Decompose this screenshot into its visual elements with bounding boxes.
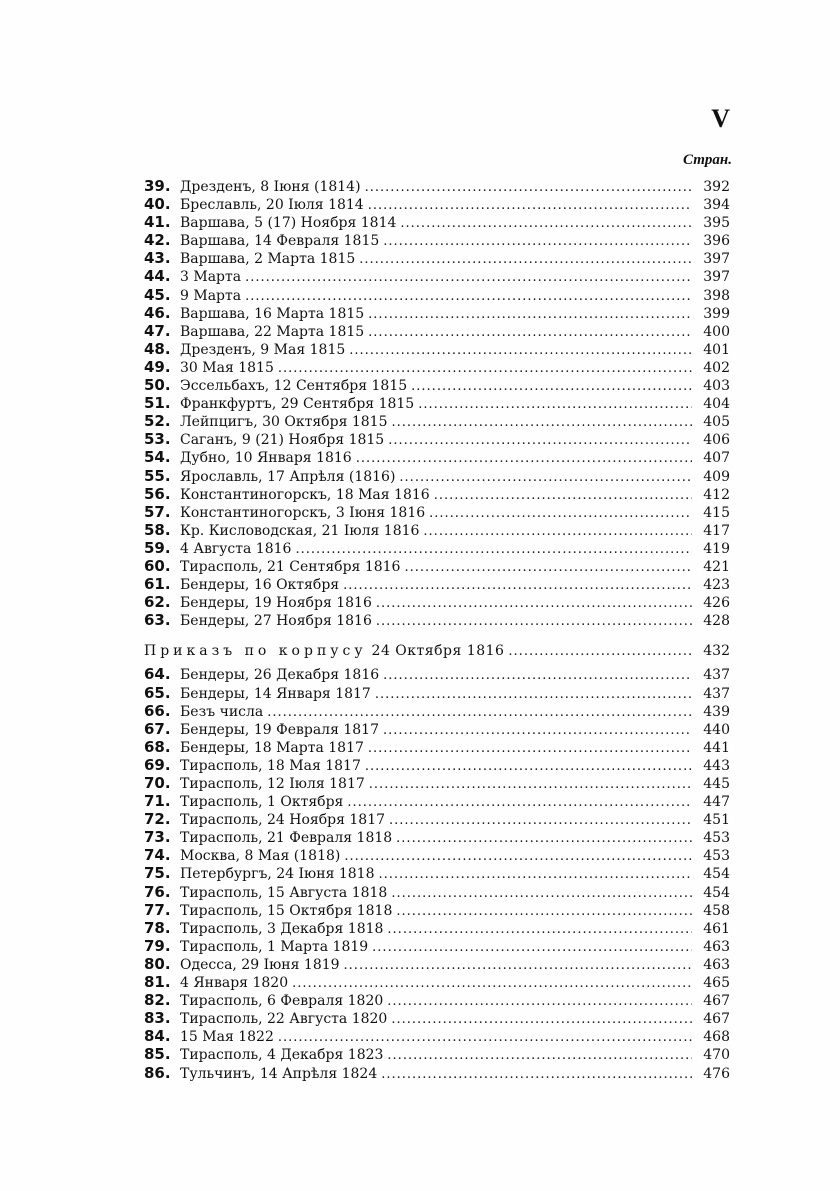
entry-number: 66. [144,701,171,720]
entry-number: 65. [144,683,171,702]
dot-leader [391,1012,692,1027]
dot-leader [387,922,692,937]
toc-entry [144,756,730,774]
entry-number: 70. [144,774,171,792]
entry-title: Тирасполь, 18 Мая 1817 [180,757,361,774]
toc-entry [144,684,730,702]
dot-leader [372,940,692,955]
dot-leader [344,958,692,973]
dot-leader [292,976,692,991]
entry-title: Тирасполь, 3 Декабря 1818 [180,920,384,937]
dot-leader [295,542,692,557]
toc-entry [144,376,730,394]
entry-number: 51. [144,394,171,413]
entry-title: Варшава, 2 Марта 1815 [180,251,356,268]
toc-entry [144,774,730,792]
entry-title: Варшава, 16 Марта 1815 [180,305,365,322]
entry-page-number: 406 [703,432,730,449]
entry-page-number: 467 [703,1011,730,1028]
toc-order-row [144,643,730,661]
entry-number: 81. [144,973,171,992]
toc-entry [144,467,730,485]
entry-title: Тирасполь, 15 Октября 1818 [180,902,393,919]
entry-page-number: 463 [703,938,730,955]
toc-entry [144,611,730,629]
dot-leader [391,886,692,901]
entry-title: Петербургъ, 24 Іюня 1818 [180,866,375,883]
dot-leader [387,1048,692,1063]
entry-page-number: 405 [703,414,730,431]
entry-title: Тирасполь, 12 Іюля 1817 [180,776,365,792]
toc-entry [144,828,730,846]
entry-title: Константиногорскъ, 18 Мая 1816 [180,486,430,503]
toc-entry [144,955,730,973]
toc-entry [144,665,730,683]
dot-leader [399,470,692,485]
dot-leader [359,252,692,267]
toc-entry [144,720,730,738]
dot-leader [368,741,692,756]
entry-title: Тирасполь, 6 Февраля 1820 [180,993,384,1010]
entry-title: Дрезденъ, 8 Іюня (1814) [180,179,361,195]
entry-number: 62. [144,593,171,612]
order-page-number: 432 [703,643,730,660]
dot-leader [383,723,692,738]
entry-number: 64. [144,665,171,684]
toc-entry [144,901,730,919]
dot-leader [383,668,692,683]
toc-entry [144,267,730,285]
dot-leader [375,687,692,702]
dot-leader [343,578,692,593]
toc-entry [144,864,730,882]
dot-leader [508,644,692,659]
entry-title: Ярославль, 17 Апрѣля (1816) [180,468,396,485]
entry-page-number: 397 [703,251,730,268]
entry-title: Бендеры, 26 Декабря 1816 [180,667,380,684]
order-title-rest: 24 Октября 1816 [366,643,505,660]
toc-entry [144,738,730,756]
entry-page-number: 415 [703,504,730,521]
toc-entry [144,412,730,430]
entry-page-number: 419 [703,540,730,557]
entry-page-number: 470 [703,1047,730,1064]
entry-title: 15 Мая 1822 [180,1029,274,1046]
toc-entry [144,1009,730,1027]
entry-number: 54. [144,448,171,467]
entry-page-number: 397 [703,269,730,286]
entry-page-number: 445 [703,776,730,792]
dot-leader [381,1067,692,1082]
entry-page-number: 421 [703,558,730,575]
entry-title: Константиногорскъ, 3 Іюня 1816 [180,504,426,521]
entry-number: 76. [144,882,171,901]
entry-number: 77. [144,900,171,919]
entry-number: 49. [144,357,171,376]
entry-title: Тирасполь, 21 Сентября 1816 [180,558,401,575]
entry-number: 71. [144,792,171,811]
entry-title: Бендеры, 19 Февраля 1817 [180,721,379,738]
entry-page-number: 409 [703,468,730,485]
page-number-folio: V [711,104,730,133]
toc-entry [144,358,730,376]
entry-title: 4 Августа 1816 [180,540,292,557]
entry-page-number: 465 [703,975,730,992]
toc-entry [144,286,730,304]
toc-entry [144,593,730,611]
entry-number: 78. [144,918,171,937]
entry-number: 42. [144,231,171,250]
entry-title: Эссельбахъ, 12 Сентября 1815 [180,378,408,395]
dot-leader [245,289,692,304]
dot-leader [376,596,692,611]
toc-entry [144,810,730,828]
toc-entry [144,340,730,358]
entry-page-number: 401 [703,341,730,358]
entry-number: 56. [144,484,171,503]
toc-entry [144,322,730,340]
entry-title: Варшава, 14 Февраля 1815 [180,233,380,250]
entry-title: Дубно, 10 Января 1816 [180,450,352,467]
entry-title: Варшава, 22 Марта 1815 [180,323,365,340]
entry-title: Саганъ, 9 (21) Ноября 1815 [180,432,385,449]
entry-page-number: 426 [703,595,730,612]
entry-title: 3 Марта [180,269,242,286]
entry-title: Тирасполь, 15 Августа 1818 [180,884,388,901]
toc-entry [144,485,730,503]
entry-number: 43. [144,249,171,268]
entry-title: Бендеры, 19 Ноября 1816 [180,595,372,612]
toc-entry [144,430,730,448]
entry-title: Тирасполь, 1 Марта 1819 [180,938,369,955]
toc-entry [144,575,730,593]
entry-title: Бендеры, 14 Января 1817 [180,685,371,702]
toc-entry [144,213,730,231]
toc-entry [144,539,730,557]
entry-title: 4 Января 1820 [180,975,289,992]
toc-entry [144,231,730,249]
entry-number: 85. [144,1045,171,1064]
toc-entry [144,304,730,322]
dot-leader [278,1030,692,1045]
toc-entry [144,1045,730,1063]
dot-leader [368,307,692,322]
entry-page-number: 417 [703,522,730,539]
dot-leader [267,705,692,720]
toc-entry [144,846,730,864]
entry-title: Тирасполь, 4 Декабря 1823 [180,1047,384,1064]
entry-title: Тульчинъ, 14 Апрѣля 1824 [180,1065,378,1082]
entry-page-number: 453 [703,848,730,865]
entry-number: 53. [144,430,171,449]
dot-leader [368,198,692,213]
dot-leader [383,234,692,249]
dot-leader [368,325,692,340]
entry-number: 50. [144,376,171,395]
entry-title: Дрезденъ, 9 Мая 1815 [180,341,346,358]
entry-title: Лейпцигъ, 30 Октября 1815 [180,414,388,431]
dot-leader [411,379,692,394]
entry-title: Безъ числа [180,703,264,720]
entry-number: 60. [144,556,171,575]
entry-title: Бендеры, 27 Ноября 1816 [180,613,372,630]
entry-page-number: 394 [703,197,730,214]
entry-number: 72. [144,810,171,829]
toc-entry [144,557,730,575]
entry-page-number: 476 [703,1065,730,1082]
entry-number: 74. [144,846,171,865]
dot-leader [400,216,692,231]
toc-group-letters-b [144,665,730,1081]
dot-leader [396,831,692,846]
entry-title: Франкфуртъ, 29 Сентября 1815 [180,396,415,413]
entry-number: 75. [144,864,171,883]
entry-page-number: 400 [703,323,730,340]
entry-title: Варшава, 5 (17) Ноября 1814 [180,215,397,232]
entry-number: 48. [144,339,171,358]
toc-group-letters-a [144,177,730,629]
page-column-header: Стран. [683,152,732,168]
entry-number: 52. [144,412,171,431]
entry-page-number: 441 [703,739,730,756]
entry-page-number: 392 [703,179,730,195]
entry-title: Одесса, 29 Іюня 1819 [180,956,340,973]
entry-number: 80. [144,954,171,973]
dot-leader [388,433,692,448]
entry-number: 69. [144,755,171,774]
entry-number: 67. [144,719,171,738]
dot-leader [365,180,692,195]
entry-number: 55. [144,466,171,485]
entry-number: 44. [144,267,171,286]
entry-page-number: 468 [703,1029,730,1046]
entry-page-number: 395 [703,215,730,232]
dot-leader [365,759,692,774]
entry-page-number: 404 [703,396,730,413]
toc-entry [144,448,730,466]
toc-entry [144,792,730,810]
entry-page-number: 447 [703,794,730,811]
entry-title: Тирасполь, 24 Ноября 1817 [180,812,386,829]
entry-number: 83. [144,1009,171,1028]
order-title [144,643,504,659]
dot-leader [423,524,692,539]
entry-page-number: 454 [703,866,730,883]
toc-entry [144,394,730,412]
entry-page-number: 437 [703,667,730,684]
dot-leader [369,777,692,792]
entry-number: 57. [144,502,171,521]
dot-leader [404,560,692,575]
entry-page-number: 467 [703,993,730,1010]
entry-title: 9 Марта [180,287,242,304]
entry-page-number: 437 [703,685,730,702]
toc-entry [144,195,730,213]
toc-entry [144,973,730,991]
dot-leader [391,415,692,430]
order-title-spaced: Приказъ по корпусу [144,643,367,660]
entry-title: 30 Мая 1815 [180,359,274,376]
entry-title: Бендеры, 16 Октября [180,577,340,594]
entry-page-number: 461 [703,920,730,937]
entry-title: Кр. Кисловодская, 21 Іюля 1816 [180,522,420,539]
entry-number: 39. [144,177,171,195]
entry-page-number: 398 [703,287,730,304]
dot-leader [389,813,692,828]
dot-leader [344,849,692,864]
entry-number: 63. [144,611,171,630]
entry-page-number: 458 [703,902,730,919]
entry-title: Москва, 8 Мая (1818) [180,848,341,865]
dot-leader [418,397,692,412]
toc-entry [144,883,730,901]
toc-entry [144,702,730,720]
dot-leader [429,506,692,521]
entry-title: Бреславль, 20 Іюля 1814 [180,197,364,214]
dot-leader [349,343,692,358]
dot-leader [245,270,692,285]
toc-entry [144,249,730,267]
entry-title: Тирасполь, 1 Октября [180,794,344,811]
entry-page-number: 423 [703,577,730,594]
toc-entry [144,919,730,937]
entry-title: Тирасполь, 21 Февраля 1818 [180,830,393,847]
entry-number: 45. [144,285,171,304]
dot-leader [376,614,692,629]
entry-page-number: 428 [703,613,730,630]
entry-number: 68. [144,737,171,756]
entry-number: 47. [144,321,171,340]
entry-number: 59. [144,538,171,557]
toc-entry [144,937,730,955]
dot-leader [387,994,692,1009]
entry-title: Бендеры, 18 Марта 1817 [180,739,364,756]
entry-number: 58. [144,520,171,539]
dot-leader [356,451,692,466]
entry-number: 84. [144,1027,171,1046]
dot-leader [347,795,692,810]
toc-entry [144,503,730,521]
dot-leader [378,867,692,882]
entry-number: 40. [144,195,171,214]
entry-page-number: 403 [703,378,730,395]
dot-leader [434,488,692,503]
dot-leader [278,361,692,376]
toc-entry [144,521,730,539]
dot-leader [396,904,692,919]
entry-number: 46. [144,303,171,322]
entry-page-number: 396 [703,233,730,250]
entry-page-number: 443 [703,757,730,774]
toc-entry [144,1064,730,1082]
entry-number: 61. [144,575,171,594]
toc-entry [144,177,730,195]
entry-title: Тирасполь, 22 Августа 1820 [180,1011,388,1028]
entry-page-number: 440 [703,721,730,738]
toc-entry [144,991,730,1009]
entry-page-number: 412 [703,486,730,503]
entry-page-number: 453 [703,830,730,847]
entry-number: 41. [144,213,171,232]
table-of-contents [144,177,730,1082]
toc-entry [144,1027,730,1045]
entry-number: 79. [144,936,171,955]
entry-number: 82. [144,991,171,1010]
entry-page-number: 463 [703,956,730,973]
entry-page-number: 402 [703,359,730,376]
entry-number: 73. [144,828,171,847]
entry-page-number: 439 [703,703,730,720]
section-gap [144,629,730,643]
entry-page-number: 454 [703,884,730,901]
entry-page-number: 451 [703,812,730,829]
entry-page-number: 399 [703,305,730,322]
entry-page-number: 407 [703,450,730,467]
entry-number: 86. [144,1063,171,1082]
